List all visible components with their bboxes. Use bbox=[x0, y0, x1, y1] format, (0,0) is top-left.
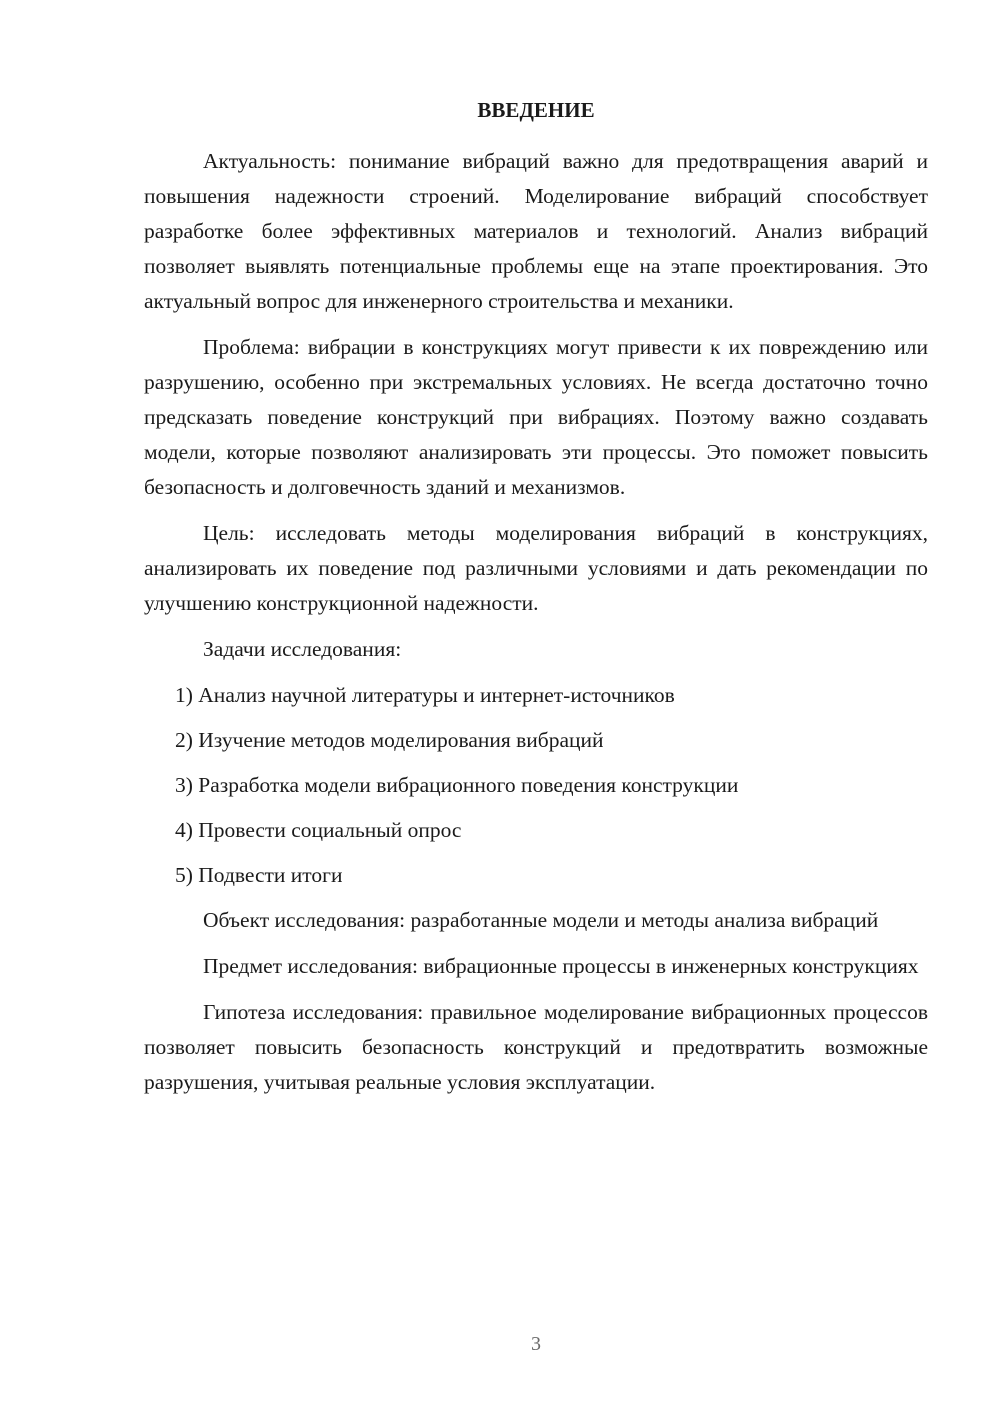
hypothesis-paragraph: Гипотеза исследования: правильное моделирование вибрационных процессов позволяет повысить безопасность конструкций и предотвратить возможные разрушения, учитывая реальные условия эксплуатации. bbox=[144, 1000, 928, 1094]
object-paragraph: Объект исследования: разработанные модели и методы анализа вибраций bbox=[203, 908, 879, 932]
page-content bbox=[144, 94, 928, 1111]
subject-paragraph: Предмет исследования: вибрационные процессы в инженерных конструкциях bbox=[203, 954, 919, 978]
page-title: ВВЕДЕНИЕ bbox=[477, 98, 595, 122]
tasks-list bbox=[144, 678, 928, 893]
problem-paragraph: Проблема: вибрации в конструкциях могут привести к их повреждению или разрушению, особенно при экстремальных условиях. Не всегда достаточно точно предсказать поведение конструкций при вибрациях. Поэтому важно создавать модели, которые позволяют анализировать эти процессы. Это поможет повысить безопасность и долговечность зданий и механизмов. bbox=[144, 335, 928, 499]
tasks-heading: Задачи исследования: bbox=[203, 637, 402, 661]
task-item: 4) Провести социальный опрос bbox=[175, 818, 462, 842]
goal-paragraph: Цель: исследовать методы моделирования вибраций в конструкциях, анализировать их поведение под различными условиями и дать рекомендации по улучшению конструкционной надежности. bbox=[144, 521, 928, 615]
relevance-paragraph: Актуальность: понимание вибраций важно для предотвращения аварий и повышения надежности строений. Моделирование вибраций способствует разработке более эффективных материалов и технологий. Анализ вибраций позволяет выявлять потенциальные проблемы еще на этапе проектирования. Это актуальный вопрос для инженерного строительства и механики. bbox=[144, 149, 928, 313]
task-item: 3) Разработка модели вибрационного поведения конструкции bbox=[175, 773, 739, 797]
page-number: 3 bbox=[531, 1333, 541, 1355]
task-item: 1) Анализ научной литературы и интернет-источников bbox=[175, 683, 675, 707]
task-item: 2) Изучение методов моделирования вибраций bbox=[175, 728, 604, 752]
task-item: 5) Подвести итоги bbox=[175, 863, 343, 887]
